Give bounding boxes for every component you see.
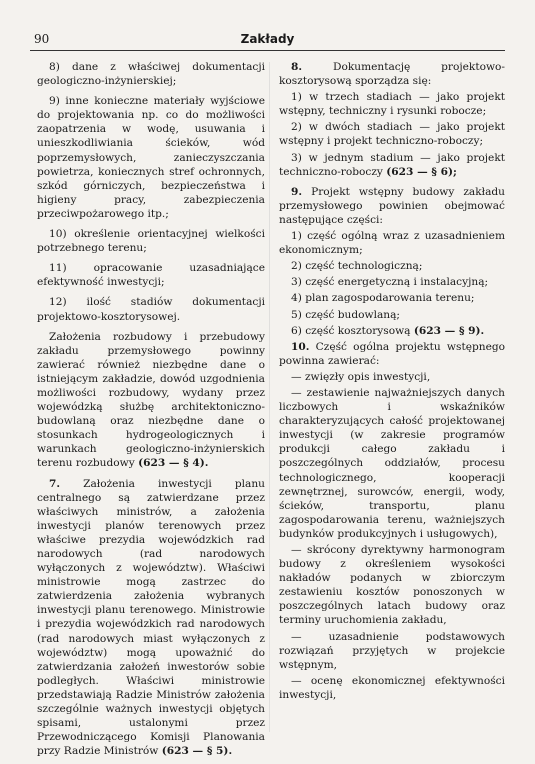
list-item-text: 3) w jednym stadium — jako projekt techniczno-roboczy <box>279 151 505 178</box>
page-number: 90 <box>34 32 50 46</box>
legal-reference: (623 — § 6); <box>386 165 457 178</box>
legal-reference: (623 — § 4). <box>138 457 209 470</box>
list-item <box>279 324 505 338</box>
legal-reference: (623 — § 9). <box>413 324 485 337</box>
legal-reference: (623 — § 5). <box>161 745 233 758</box>
list-item: 4) plan zagospodarowania terenu; <box>291 292 475 305</box>
paragraph-number: 9. <box>291 185 303 198</box>
list-item: — uzasadnienie podstawowych rozwiązań przyjętych w projekcie wstępnym, <box>279 630 505 671</box>
paragraph-text: Dokumentację projektowo-kosztorysową sporządza się: <box>279 61 505 88</box>
paragraph <box>279 60 505 88</box>
list-item: 10) określenie orientacyjnej wielkości potrzebnego terenu; <box>37 228 265 255</box>
list-item: 12) ilość stadiów dokumentacji projektowo-kosztorysowej. <box>37 296 265 323</box>
list-item: — ocenę ekonomicznej efektywności inwestycji, <box>279 674 505 701</box>
page-header <box>30 30 505 51</box>
list-item: 9) inne konieczne materiały wyjściowe do projektowania np. co do możliwości zaopatrzenia w wodę, usuwania i unieszkodliwiania ścieków, wód poprzemysłowych, zanieczyszczania powietrza, koniecznych stref ochronnych, szkód górniczych, bezpieczeństwa i higieny pracy, zabezpieczenia przeciwpożarowego itp.; <box>37 95 265 220</box>
paragraph-number: 8. <box>291 61 303 73</box>
paragraph <box>279 340 505 368</box>
paragraph-number: 10. <box>291 340 310 353</box>
list-item: 8) dane z właściwej dokumentacji geologiczno-inżynierskiej; <box>37 61 265 88</box>
list-item: 1) część ogólną wraz z uzasadnieniem ekonomicznym; <box>279 230 505 257</box>
column-divider <box>269 62 270 732</box>
list-item: — zwięzły opis inwestycji, <box>291 370 431 383</box>
list-item: 1) w trzech stadiach — jako projekt wstępny, techniczny i rysunki robocze; <box>279 91 505 118</box>
page-title: Zakłady <box>240 32 295 46</box>
paragraph-text: Część ogólna projektu wstępnego powinna zawierać: <box>279 340 505 367</box>
list-item: — zestawienie najważniejszych danych liczbowych i wskaźników charakteryzujących całość projektowanej inwestycji (w zakresie programów produkcji całego zakładu i poszczególnych oddziałów, procesu technologicznego, kooperacji zewnętrznej, surowców, energii, wody, ścieków, transportu, planu zagospodarowania terenu, ważniejszych budynków produkcyjnych i usługowych), <box>279 386 505 540</box>
list-item: 2) część technologiczną; <box>291 260 423 273</box>
paragraph-text: Założenia inwestycji planu centralnego są zatwierdzane przez właściwych ministrów, a założenia inwestycji planów terenowych przez właściwe prezydia wojewódzkich rad narodowych (rad narodowych wyłączonych z województw). Właściwi ministrowie mogą zastrzec do zatwierdzenia założenia wybranych inwestycji planu terenowego. Ministrowie i prezydia wojewódzkich rad narodowych (rad narodowych miast wyłączonych z województw) mogą upoważnić do zatwierdzania założeń inwestorów sobie podległych. Właściwi ministrowie przedstawiają Radzie Ministrów założenia szczególnie ważnych inwestycji objętych spisami, ustalonymi przez Przewodniczącego Komisji Planowania przy Radzie Ministrów <box>37 477 265 758</box>
list-item: 11) opracowanie uzasadniające efektywność inwestycji; <box>37 262 265 289</box>
left-column <box>37 60 265 764</box>
list-item: 2) w dwóch stadiach — jako projekt wstępny i projekt techniczno-roboczy; <box>279 121 505 148</box>
paragraph <box>37 330 265 471</box>
paragraph <box>279 185 505 227</box>
list-item-text: 6) część kosztorysową <box>291 324 411 337</box>
list-item <box>279 151 505 179</box>
paragraph-text: Założenia rozbudowy i przebudowy zakładu przemysłowego powinny zawierać również niezbędne dane o istniejącym zakładzie, dowód uzgodnienia możliwości rozbudowy, wydany przez wojewódzką służbę architektoniczno-budowlaną oraz niezbędne dane o stosunkach hydrogeologicznych i warunkach geologiczno-inżynierskich terenu rozbudowy <box>37 330 265 470</box>
paragraph <box>37 477 265 759</box>
right-column <box>279 60 505 704</box>
list-item: 3) część energetyczną i instalacyjną; <box>291 276 489 289</box>
paragraph-number: 7. <box>49 477 61 490</box>
paragraph-text: Projekt wstępny budowy zakładu przemysłowego powinien obejmować następujące części: <box>279 185 505 226</box>
list-item: 5) część budowlaną; <box>291 308 401 321</box>
list-item: — skrócony dyrektywny harmonogram budowy z określeniem wysokości nakładów podanych w zbiorczym zestawieniu kosztów ponoszonych w poszczególnych latach budowy oraz terminy uruchomienia zakładu, <box>279 544 505 627</box>
